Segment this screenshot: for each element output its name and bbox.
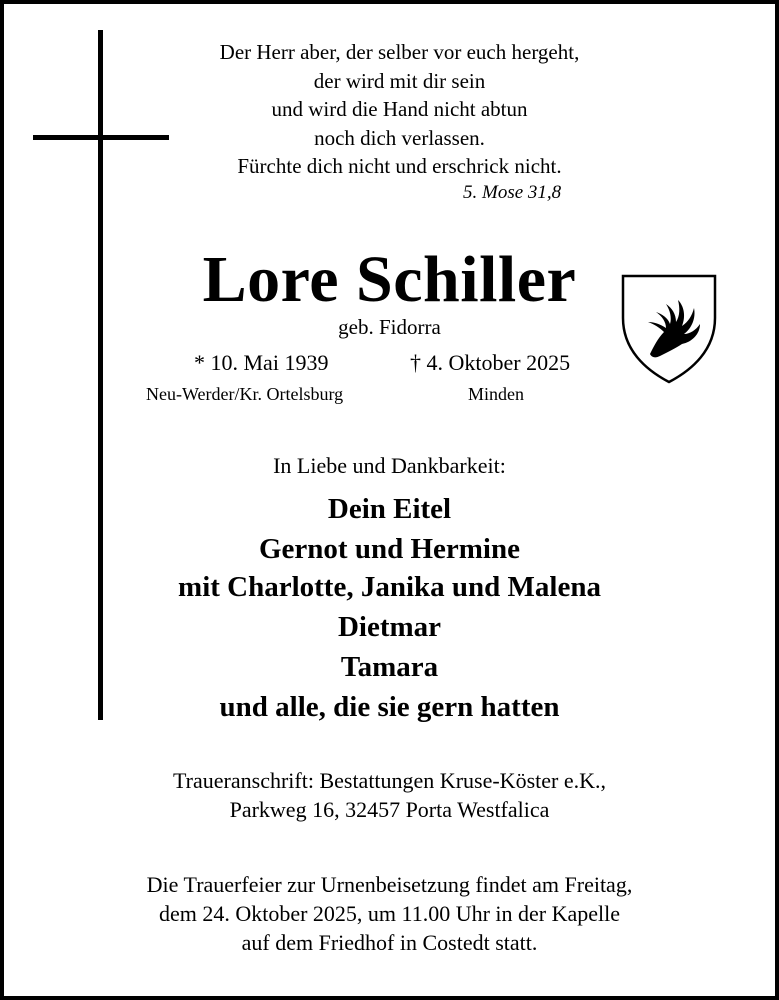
address-line: Parkweg 16, 32457 Porta Westfalica xyxy=(229,797,550,822)
verse-reference: 5. Mose 31,8 xyxy=(463,182,562,203)
deceased-name: Lore Schiller xyxy=(202,243,577,316)
mourner-line: Tamara xyxy=(340,651,439,683)
death-place: Minden xyxy=(468,384,524,404)
mourners-intro: In Liebe und Dankbarkeit: xyxy=(273,453,506,478)
mourner-line: mit Charlotte, Janika und Malena xyxy=(178,571,601,603)
death-date: † 4. Oktober 2025 xyxy=(410,350,571,375)
funeral-service-info xyxy=(0,870,779,957)
verse-line: Fürchte dich nicht und erschrick nicht. xyxy=(237,154,562,178)
mourner-line: Dietmar xyxy=(337,611,442,643)
mourner-line: und alle, die sie gern hatten xyxy=(219,691,560,723)
service-line: Die Trauerfeier zur Urnenbeisetzung findet am Freitag, xyxy=(146,872,633,897)
service-line: auf dem Friedhof in Costedt statt. xyxy=(241,930,538,955)
mourning-address xyxy=(0,766,779,824)
address-line: Traueranschrift: Bestattungen Kruse-Köster e.K., xyxy=(173,768,606,793)
service-line: dem 24. Oktober 2025, um 11.00 Uhr in der Kapelle xyxy=(158,901,621,926)
verse-line: der wird mit dir sein xyxy=(313,68,486,93)
verse-line: noch dich verlassen. xyxy=(314,125,485,150)
verse-line: Der Herr aber, der selber vor euch hergeht, xyxy=(219,40,580,64)
birth-date: * 10. Mai 1939 xyxy=(194,350,329,375)
mourner-line: Dein Eitel xyxy=(327,493,452,525)
elk-antler-crest-icon xyxy=(620,272,718,384)
bible-verse xyxy=(10,38,779,181)
birth-place: Neu-Werder/Kr. Ortelsburg xyxy=(146,384,344,404)
birth-name: geb. Fidorra xyxy=(338,315,441,339)
mourner-line: Gernot und Hermine xyxy=(259,533,520,565)
mourners-list xyxy=(0,490,779,726)
verse-line: und wird die Hand nicht abtun xyxy=(271,97,528,121)
